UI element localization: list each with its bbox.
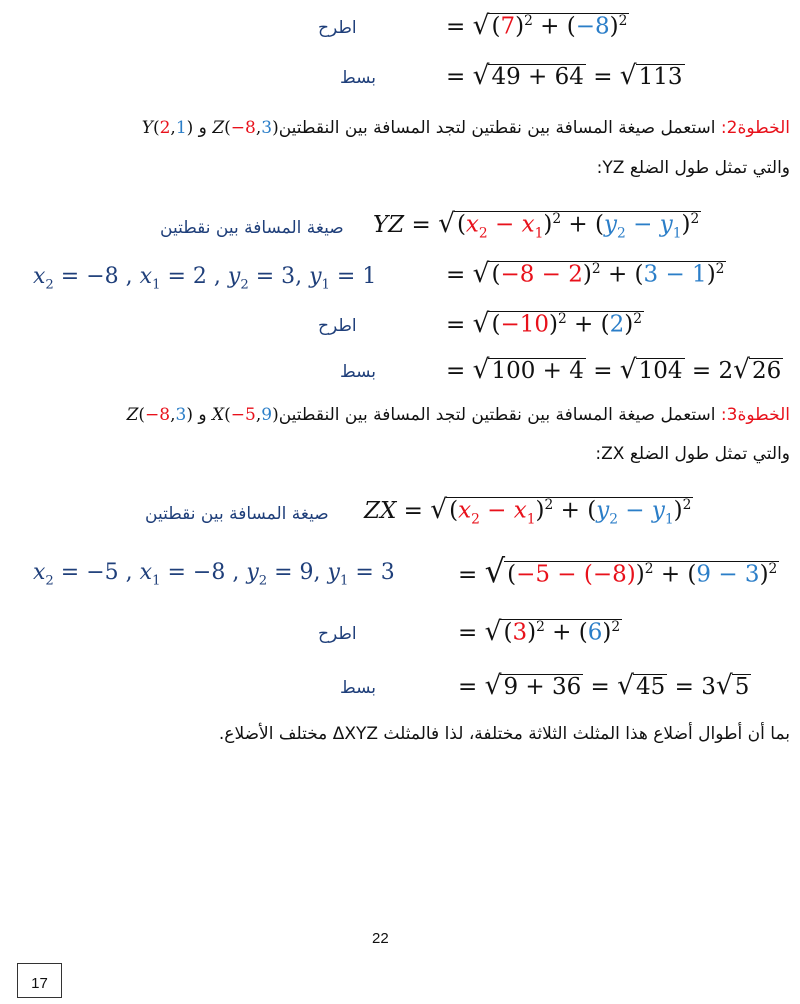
equation-yz-substitute: = $√(-8 - 2)^2 + (3 - 1)^2$: [446, 258, 725, 289]
label-simplify-1: بسط: [340, 68, 377, 88]
step2-heading: الخطوة2: استعمل صيغة المسافة بين نقطتين لتجد المسافة بين النقطتينZ(−8,3) و Y(2,1): [141, 118, 790, 138]
step3-heading: الخطوة3: استعمل صيغة المسافة بين نقطتين لتجد المسافة بين النقطتينX(−5,9) و Z(−8,3): [126, 405, 790, 425]
values-zx: $x_2 = -5$ , $x_1 = -8$ , $y_2 = 9$, $y_1 = 3$: [33, 560, 395, 589]
box-number: 17: [17, 963, 62, 998]
label-subtract-1: اطرح: [318, 18, 357, 38]
equation-yz-subtract: = $√(-10)^2 + (2)^2$: [446, 308, 643, 339]
equation-zx-subtract: = $√(3)^2 + (6)^2$: [458, 616, 621, 647]
equation-xy-subtract: = $√(7)^2 + (-8)^2$: [446, 10, 628, 41]
equation-zx-substitute: = $√(-5 - (-8))^2 + (9 - 3)^2$: [458, 552, 778, 590]
step2-line2: والتي تمثل طول الضلع YZ:: [596, 158, 790, 178]
page-number: 22: [372, 930, 389, 947]
label-subtract-3: اطرح: [318, 624, 357, 644]
equation-yz-simplify: = √100 + 4 = √104 = 2√26: [446, 354, 782, 385]
step3-line2: والتي تمثل طول الضلع ZX:: [595, 444, 790, 464]
equation-zx-simplify: = √9 + 36 = √45 = 3√5: [458, 670, 750, 701]
label-subtract-2: اطرح: [318, 316, 357, 336]
values-yz: $x_2 = -8$ , $x_1 = 2$ , $y_2 = 3$, $y_1 = 1$: [33, 264, 377, 293]
equation-yz-formula: YZ = $√(x_2 - x_1)^2 + (y_2 - y_1)^2$: [373, 208, 700, 242]
label-simplify-2: بسط: [340, 362, 377, 382]
label-simplify-3: بسط: [340, 678, 377, 698]
equation-xy-simplify: = √49 + 64 = √113: [446, 60, 683, 91]
label-distance-formula-2: صيغة المسافة بين نقطتين: [145, 504, 329, 524]
equation-zx-formula: ZX = $√(x_2 - x_1)^2 + (y_2 - y_1)^2$: [364, 494, 692, 528]
label-distance-formula-1: صيغة المسافة بين نقطتين: [160, 218, 344, 238]
conclusion: بما أن أطوال أضلاع هذا المثلث الثلاثة مختلفة، لذا فالمثلث ΔXYZ مختلف الأضلاع.: [218, 724, 790, 744]
